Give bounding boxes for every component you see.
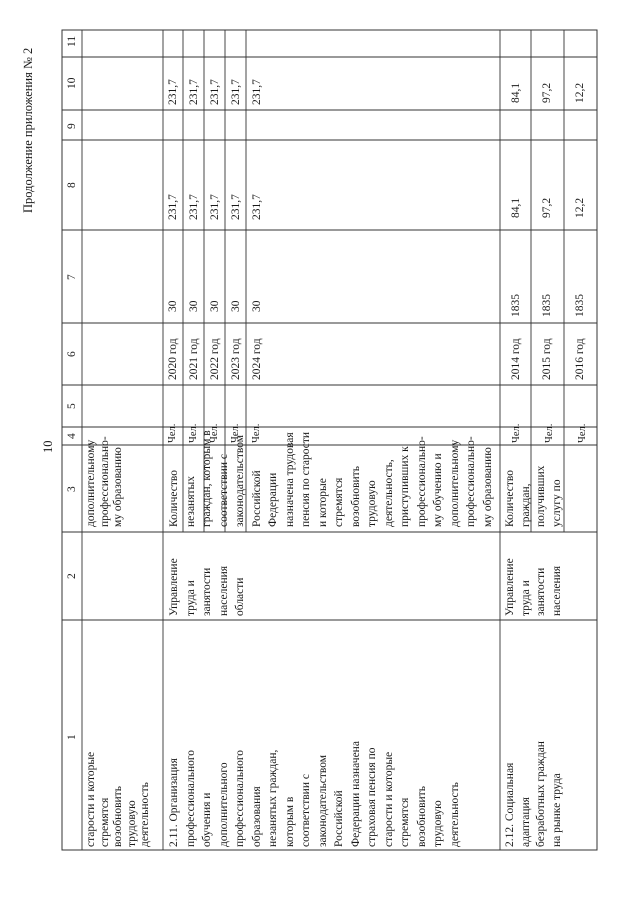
value-col6: 1835 — [510, 294, 522, 317]
col-header-3: 3 — [66, 486, 78, 492]
value-col7: 231,7 — [167, 194, 179, 220]
section-212-title: 2.12. Социальная адаптация безработных граждан на рынке труда — [504, 741, 563, 847]
value-col7: 231,7 — [209, 194, 221, 220]
continuation-note: Продолжение приложения № 2 — [21, 47, 35, 213]
col-header-9: 9 — [66, 123, 78, 129]
section-211-title: 2.11. Организация профессионального обучения и дополнительного профессионального образования незанятых граждан, которым в соответствии с законодательством Российской Федерации назначена страховая пенсия по старости и которые стремятся возобновить трудовую деятельность — [168, 741, 461, 847]
value-col9: 231,7 — [230, 79, 242, 105]
year-cell: 2023 год — [230, 338, 242, 380]
value-col6: 30 — [188, 300, 200, 312]
col-header-2: 2 — [66, 573, 78, 579]
unit-cell: Чел. — [209, 423, 220, 443]
value-col7: 97,2 — [541, 197, 553, 218]
value-col9: 84,1 — [510, 82, 522, 103]
unit-cell: Чел. — [544, 423, 555, 443]
year-cell: 2022 год — [209, 338, 221, 380]
col-header-6: 6 — [66, 351, 78, 357]
page-number: 10 — [41, 440, 55, 453]
year-cell: 2020 год — [167, 338, 179, 380]
value-col9: 231,7 — [188, 79, 200, 105]
value-col7: 12,2 — [574, 197, 586, 218]
value-col6: 1835 — [574, 294, 586, 317]
value-col6: 30 — [167, 300, 179, 312]
year-cell: 2016 год — [574, 338, 586, 380]
value-col6: 30 — [230, 300, 242, 312]
value-col7: 231,7 — [251, 194, 263, 220]
col-header-5: 5 — [66, 403, 78, 409]
value-col9: 231,7 — [209, 79, 221, 105]
value-col6: 1835 — [541, 294, 553, 317]
col-header-10: 10 — [66, 77, 78, 89]
section-212-indicator: Количество граждан, получивших услугу по — [504, 465, 563, 527]
value-col6: 30 — [251, 300, 263, 312]
section-212-executor: Управление труда и занятости населения — [504, 558, 563, 616]
year-cell: 2015 год — [541, 338, 553, 380]
year-cell: 2021 год — [188, 338, 200, 380]
value-col9: 231,7 — [251, 79, 263, 105]
value-col7: 231,7 — [230, 194, 242, 220]
section-211-executor: Управление труда и занятости населения области — [168, 558, 246, 616]
year-cell: 2024 год — [251, 338, 263, 380]
year-cell: 2014 год — [510, 338, 522, 380]
value-col9: 97,2 — [541, 82, 553, 103]
unit-cell: Чел. — [251, 423, 262, 443]
unit-cell: Чел. — [511, 423, 522, 443]
col-header-11: 11 — [66, 35, 78, 47]
unit-cell: Чел. — [167, 423, 178, 443]
col-header-8: 8 — [66, 182, 78, 188]
col-header-7: 7 — [66, 274, 78, 280]
value-col7: 231,7 — [188, 194, 200, 220]
top-block-col3: дополнительному профессионально- му образованию — [85, 436, 124, 527]
col-header-1: 1 — [66, 734, 78, 740]
value-col9: 231,7 — [167, 79, 179, 105]
top-block-col1: старости и которые стремятся возобновить трудовую деятельность — [85, 751, 151, 847]
value-col7: 84,1 — [510, 197, 522, 218]
unit-cell: Чел. — [577, 423, 588, 443]
unit-cell: Чел. — [230, 423, 241, 443]
value-col9: 12,2 — [574, 82, 586, 103]
section-211-indicator: Количество незанятых граждан, которым в соответствии с законодательством Российской Федерации назначена трудовая пенсия по старости и которые стремятся возобновить трудовую деятельность, приступивших к профессионально- му обучению и дополнительному профессионально- му образованию — [168, 430, 494, 527]
value-col6: 30 — [209, 300, 221, 312]
col-header-4: 4 — [66, 433, 78, 439]
unit-cell: Чел. — [188, 423, 199, 443]
